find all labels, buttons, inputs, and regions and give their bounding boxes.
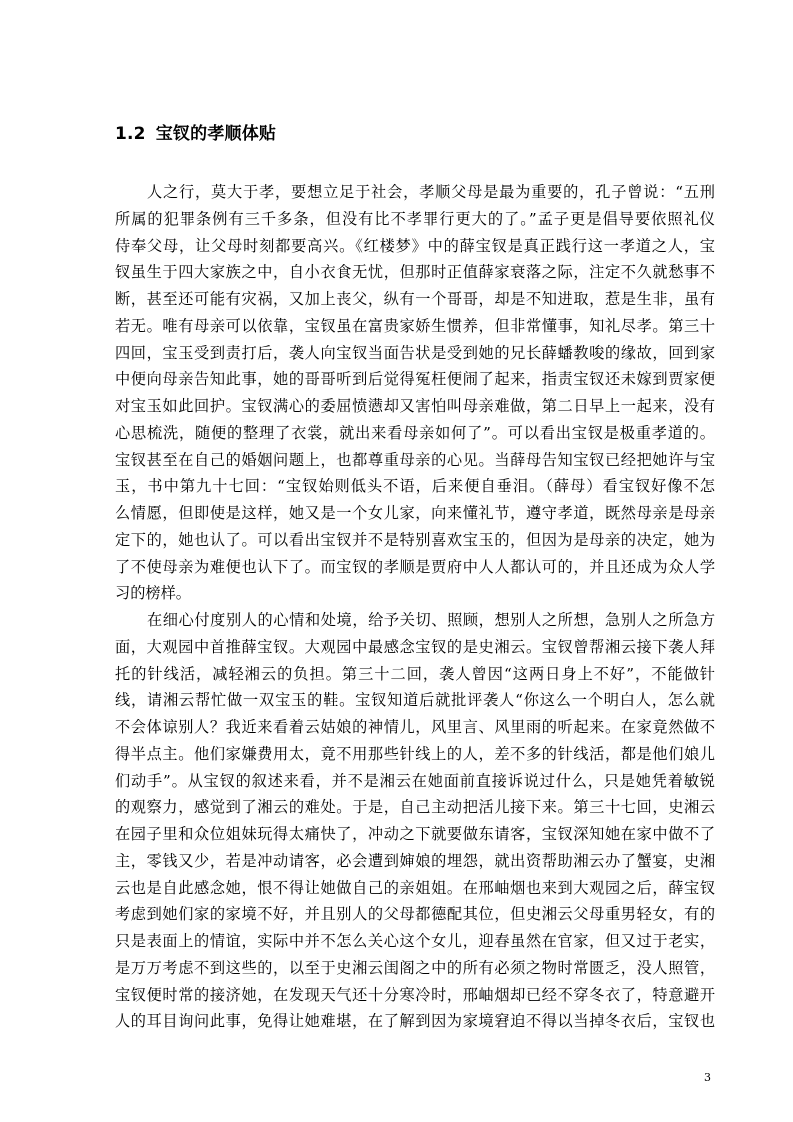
section-heading bbox=[115, 122, 276, 146]
paragraph-line: 所属的犯罪条例有三千多条，但没有比不孝罪行更大的了。”孟子更是倡导要依照礼仪 bbox=[115, 209, 715, 228]
paragraph-line: 主，零钱又少，若是冲动请客，必会遭到婶娘的埋怨，就出资帮助湘云办了蟹宴，史湘 bbox=[115, 851, 715, 870]
paragraph-line: 线，请湘云帮忙做一双宝玉的鞋。宝钗知道后就批评袭人“你这么一个明白人，怎么就 bbox=[115, 691, 715, 710]
paragraph-line: 断，甚至还可能有灾祸，又加上丧父，纵有一个哥哥，却是不知进取，惹是生非，虽有 bbox=[115, 290, 715, 308]
paragraph-line: 的观察力，感觉到了湘云的难处。于是，自己主动把活儿接下来。第三十七回，史湘云 bbox=[115, 798, 715, 817]
paragraph-line: 么情愿，但即使是这样，她又是一个女儿家，向来懂礼节，遵守孝道，既然母亲是母亲 bbox=[115, 504, 715, 522]
paragraph-line: 宝钗甚至在自己的婚姻问题上，也都尊重母亲的心见。当薛母告知宝钗已经把她许与宝 bbox=[115, 450, 715, 469]
paragraph-line: 心思梳洗，随便的整理了衣裳，就出来看母亲如何了”。可以看出宝钗是极重孝道的。 bbox=[115, 423, 715, 442]
section-title: 宝钗的孝顺体贴 bbox=[155, 124, 277, 144]
paragraph-line: 玉，书中第九十七回：“宝钗始则低头不语，后来便自垂泪。（薛母）看宝钗好像不怎 bbox=[115, 477, 715, 496]
paragraph-line: 对宝玉如此回护。宝钗满心的委屈愤懑却又害怕叫母亲难做，第二日早上一起来，没有 bbox=[115, 397, 715, 415]
paragraph-line: 托的针线活，减轻湘云的负担。第三十二回，袭人曾因“这两日身上不好”，不能做针 bbox=[115, 664, 715, 683]
paragraph-line: 若无。唯有母亲可以依靠，宝钗虽在富贵家娇生惯养，但非常懂事，知礼尽孝。第三十 bbox=[115, 316, 715, 335]
paragraph-line: 人的耳目询问此事，免得让她难堪，在了解到因为家境窘迫不得以当掉冬衣后，宝钗也 bbox=[115, 1012, 715, 1031]
paragraph-line: 面，大观园中首推薛宝钗。大观园中最感念宝钗的是史湘云。宝钗曾帮湘云接下袭人拜 bbox=[115, 637, 715, 656]
paragraph-line: 定下的，她也认了。可以看出宝钗并不是特别喜欢宝玉的，但因为是母亲的决定，她为 bbox=[115, 530, 715, 549]
paragraph-line: 钗虽生于四大家族之中，自小衣食无忧，但那时正值薛家衰落之际，注定不久就愁事不 bbox=[115, 263, 715, 282]
paragraph-line: 考虑到她们家的家境不好，并且别人的父母都德配其位，但史湘云父母重男轻女，有的 bbox=[115, 905, 715, 924]
section-number: 1.2 bbox=[115, 124, 146, 144]
paragraph-line: 不会体谅别人？我近来看着云姑娘的神情儿，风里言、风里雨的听起来。在家竟然做不 bbox=[115, 718, 715, 736]
paragraph-line: 云也是自此感念她，恨不得让她做自己的亲姐姐。在邢岫烟也来到大观园之后，薛宝钗 bbox=[115, 878, 715, 897]
paragraph-line: 侍奉父母，让父母时刻都要高兴。《红楼梦》中的薛宝钗是真正践行这一孝道之人，宝 bbox=[115, 236, 715, 255]
paragraph-line: 宝钗便时常的接济她，在发现天气还十分寒冷时，邢岫烟却已经不穿冬衣了，特意避开 bbox=[115, 985, 715, 1004]
paragraph-line: 是万万考虑不到这些的，以至于史湘云闺阁之中的所有必须之物时常匮乏，没人照管， bbox=[115, 958, 715, 977]
paragraph-line: 得半点主。他们家嫌费用太，竟不用那些针线上的人，差不多的针线活，都是他们娘儿 bbox=[115, 744, 715, 763]
paragraph-line: 中便向母亲告知此事，她的哥哥听到后觉得冤枉便闹了起来，指责宝钗还未嫁到贾家便 bbox=[115, 370, 715, 389]
paragraph-line: 在园子里和众位姐妹玩得太痛快了，冲动之下就要做东请客，宝钗深知她在家中做不了 bbox=[115, 825, 715, 843]
paragraph-line: 了不使母亲为难便也认下了。而宝钗的孝顺是贾府中人人都认可的，并且还成为众人学 bbox=[115, 557, 715, 576]
paragraph-line: 四回，宝玉受到责打后，袭人向宝钗当面告状是受到她的兄长薛蟠教唆的缘故，回到家 bbox=[115, 343, 715, 362]
paragraph-line: 只是表面上的情谊，实际中并不怎么关心这个女儿，迎春虽然在官家，但又过于老实， bbox=[115, 932, 715, 950]
paragraph-line: 在细心付度别人的心情和处境，给予关切、照顾，想别人之所想，急别人之所急方 bbox=[147, 611, 715, 629]
body-text bbox=[115, 179, 715, 1035]
paragraph-line: 们动手”。从宝钗的叙述来看，并不是湘云在她面前直接诉说过什么，只是她凭着敏锐 bbox=[115, 771, 715, 790]
paragraph-line: 人之行，莫大于孝，要想立足于社会，孝顺父母是最为重要的，孔子曾说：“五刑 bbox=[147, 183, 715, 201]
page-number: 3 bbox=[704, 1071, 711, 1084]
paragraph-line: 习的榜样。 bbox=[115, 584, 191, 603]
